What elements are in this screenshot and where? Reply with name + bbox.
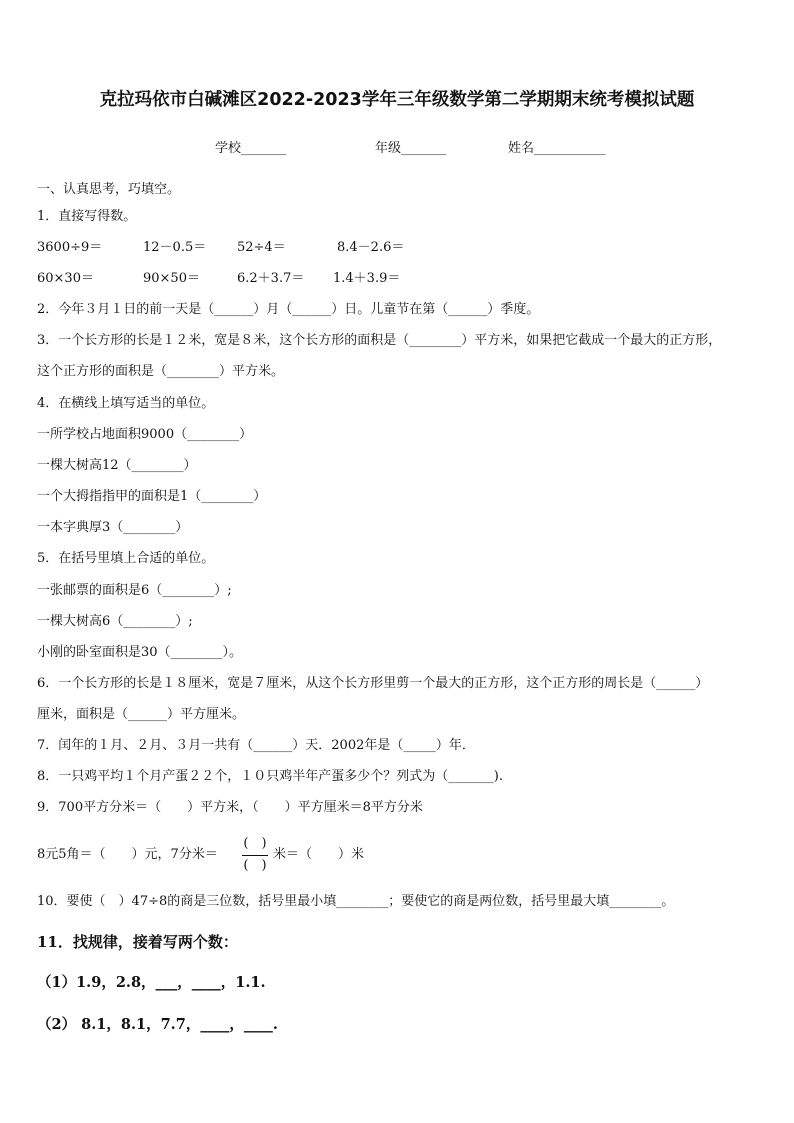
q3-line: 这个正方形的面积是（________）平方米。: [37, 364, 285, 379]
q2-text: 2．今年３月１日的前一天是（______）月（______）日。儿童节在第（______）季度。: [37, 302, 540, 317]
q9-line: 9．700平方分米＝（ ）平方米，（ ）平方厘米＝8平方分米: [37, 800, 423, 815]
q10-text: 10．要使（ ）47÷8的商是三位数，括号里最小填________；要使它的商是两位数，括号里最大填________。: [37, 894, 675, 909]
q9-line-start: 8元5角＝（ ）元，7分米＝: [37, 847, 218, 862]
q8-text: 8．一只鸡平均１个月产蛋２２个，１０只鸡半年产蛋多少个？列式为（_______).: [37, 769, 503, 784]
q9-fraction: [240, 833, 270, 877]
q5-item: 一棵大树高6（________）;: [37, 614, 193, 629]
q11-stem: 11．找规律，接着写两个数：: [37, 933, 238, 951]
fraction-denominator: ( ): [243, 858, 267, 873]
q6-line: 6．一个长方形的长是１８厘米，宽是７厘米，从这个长方形里剪一个最大的正方形，这个正方形的周长是（______）: [37, 676, 709, 691]
q5-item: 一张邮票的面积是6（________）;: [37, 583, 232, 598]
fraction-bar: [242, 855, 268, 856]
q9-line-end: 米＝（ ）米: [273, 847, 365, 862]
q3-line: 3．一个长方形的长是１２米，宽是８米，这个长方形的面积是（________）平方米，如果把它截成一个最大的正方形，: [37, 333, 722, 348]
name-field: 姓名___________: [508, 141, 606, 156]
section-heading: 一、认真思考，巧填空。: [37, 182, 181, 197]
q5-item: 小刚的卧室面积是30（________）。: [37, 645, 243, 660]
q1-item: 90×50＝: [143, 271, 200, 286]
page-title: 克拉玛依市白碱滩区2022-2023学年三年级数学第二学期期末统考模拟试题: [99, 90, 695, 110]
grade-field: 年级_______: [375, 141, 447, 156]
q1-item: 1.4＋3.9＝: [333, 271, 401, 286]
q1-item: 60×30＝: [37, 271, 94, 286]
q1-stem: 1．直接写得数。: [37, 209, 137, 224]
q5-stem: 5．在括号里填上合适的单位。: [37, 551, 215, 566]
q4-item: 一本字典厚3（________）: [37, 520, 189, 535]
q4-item: 一个大拇指指甲的面积是1（________）: [37, 489, 267, 504]
q11-part1: （1）1.9，2.8，___，____，1.1.: [37, 974, 266, 991]
q1-item: 6.2＋3.7＝: [237, 271, 305, 286]
fraction-numerator: ( ): [243, 836, 267, 851]
q11-part2: （2） 8.1，8.1，7.7，____，____.: [37, 1016, 278, 1033]
q1-item: 3600÷9＝: [37, 240, 103, 255]
q1-item: 8.4－2.6＝: [337, 240, 405, 255]
q1-item: 12－0.5＝: [143, 240, 207, 255]
q7-text: 7．闰年的１月、２月、３月一共有（______）天．2002年是（_____）年．: [37, 738, 475, 753]
q4-item: 一棵大树高12（________）: [37, 458, 197, 473]
q1-item: 52÷4＝: [237, 240, 286, 255]
q4-stem: 4．在横线上填写适当的单位。: [37, 396, 215, 411]
school-field: 学校_______: [215, 141, 287, 156]
q4-item: 一所学校占地面积9000（________）: [37, 427, 253, 442]
q6-line: 厘米，面积是（______）平方厘米。: [37, 707, 246, 722]
